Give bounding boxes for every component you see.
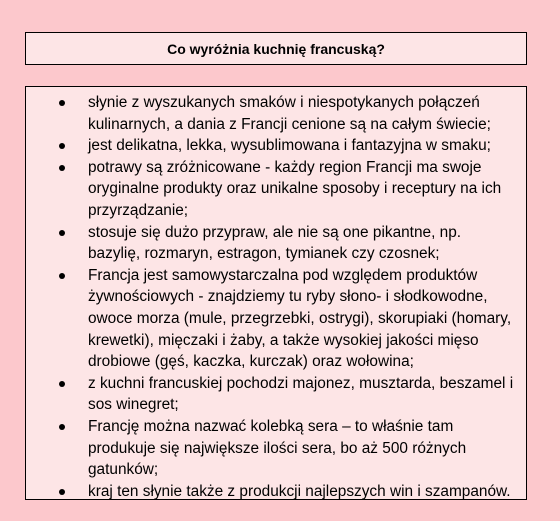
bullet-icon [59, 424, 65, 430]
features-list [26, 87, 526, 502]
bullet-icon [59, 230, 65, 236]
list-item [26, 92, 516, 135]
list-item [26, 373, 516, 416]
bullet-icon [59, 273, 65, 279]
list-item [26, 222, 516, 265]
list-item [26, 135, 516, 157]
title-box [25, 32, 527, 65]
list-item [26, 157, 516, 222]
bullet-icon [59, 100, 65, 106]
list-item-text: kraj ten słynie także z produkcji najlepszych win i szampanów. [88, 482, 511, 500]
list-item [26, 265, 516, 373]
list-item-text: potrawy są zróżnicowane - każdy region Francji ma swoje oryginalne produkty oraz unikalne sposoby i receptury na ich przyrządzanie; [88, 158, 502, 219]
bullet-icon [59, 489, 65, 495]
list-item-text: z kuchni francuskiej pochodzi majonez, musztarda, beszamel i sos winegret; [88, 374, 514, 414]
list-item-text: jest delikatna, lekka, wysublimowana i fantazyjna w smaku; [88, 137, 491, 155]
list-item-text: Francję można nazwać kolebką sera – to właśnie tam produkuje się największe ilości sera, bo aż 500 różnych gatunków; [88, 417, 467, 479]
bullet-icon [59, 143, 65, 149]
list-item [26, 481, 516, 503]
list-item [26, 416, 516, 481]
bullet-icon [59, 381, 65, 387]
list-item-text: stosuje się dużo przypraw, ale nie są one pikantne, np. bazylię, rozmaryn, estragon, tymianek czy czosnek; [88, 223, 462, 263]
features-list-box [25, 86, 527, 500]
list-item-text: słynie z wyszukanych smaków i niespotykanych połączeń kulinarnych, a dania z Francji cenione są na całym świecie; [88, 94, 491, 133]
bullet-icon [59, 165, 65, 171]
page-title: Co wyróżnia kuchnię francuską? [167, 40, 385, 57]
list-item-text: Francja jest samowystarczalna pod względem produktów żywnościowych - znajdziemy tu ryby słono- i słodkowodne, owoce morza (mule, przegrzebki, ostrygi), skorupiaki (homary, krewetki), mięczaki i żaby, a także wysokiej jakości mięso drobiowe (gęś, kaczka, kurczak) oraz wołowina; [88, 266, 512, 371]
